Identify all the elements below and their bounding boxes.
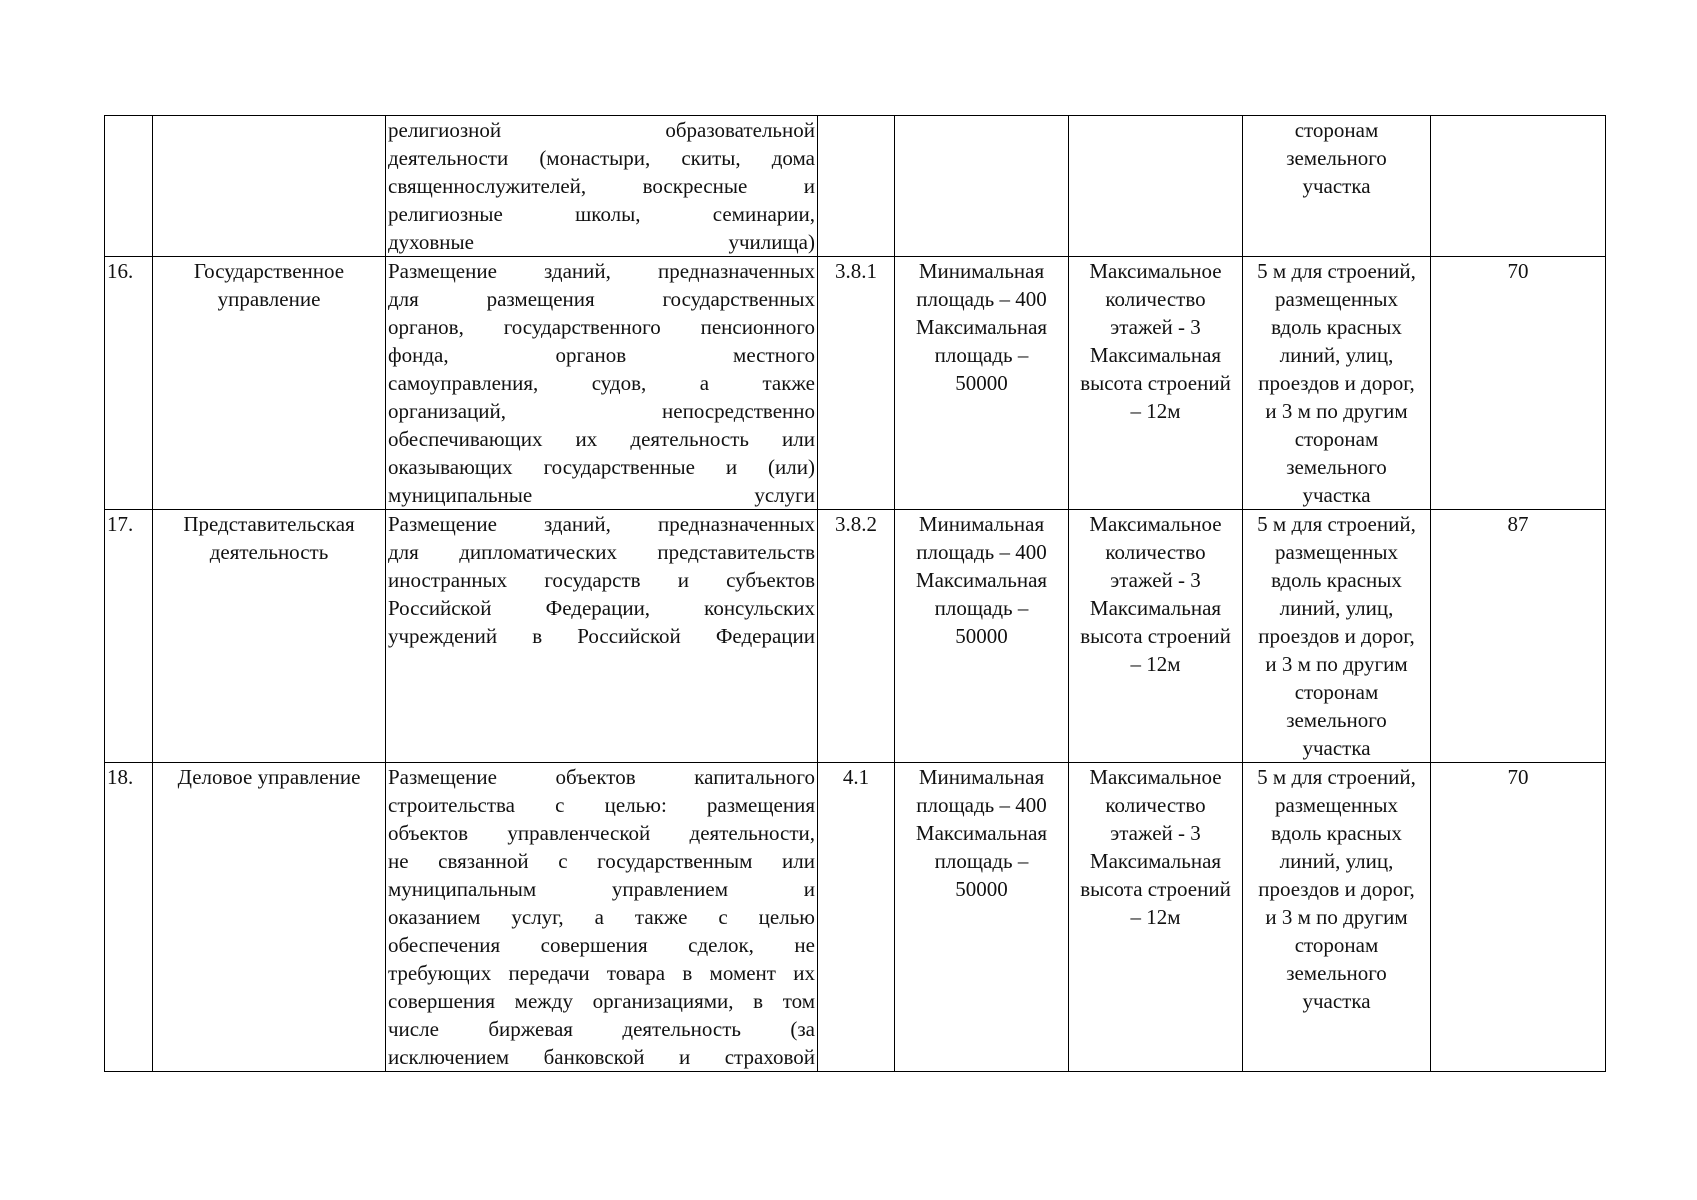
plot-area-limits-line: площадь – — [934, 343, 1029, 367]
coverage-percent: 87 — [1431, 510, 1606, 763]
coverage-percent: 70 — [1431, 257, 1606, 510]
setback-limits-line: и 3 м по другим — [1265, 652, 1408, 676]
table-row — [105, 257, 1606, 510]
setback-limits-line: вдоль красных — [1271, 568, 1402, 592]
setback-limits-line: участка — [1302, 174, 1371, 198]
height-limits — [1069, 510, 1243, 763]
setback-limits-line: земельного — [1286, 961, 1387, 985]
coverage-percent — [1431, 116, 1606, 257]
use-name-line: управление — [217, 287, 321, 311]
height-limits-line: Максимальная — [1089, 596, 1222, 620]
use-description — [386, 510, 818, 763]
setback-limits-line: линий, улиц, — [1279, 596, 1394, 620]
height-limits-line: высота строений — [1080, 877, 1231, 901]
height-limits — [1069, 763, 1243, 1072]
use-name — [153, 116, 386, 257]
plot-area-limits — [895, 510, 1069, 763]
use-description-line: Размещение объектов капитального — [388, 765, 815, 789]
use-name-line: Представительская — [183, 512, 355, 536]
height-limits-line: Максимальное — [1089, 259, 1222, 283]
use-description-line: муниципальным управлением и — [388, 877, 815, 901]
use-description-line: строительства с целью: размещения — [388, 793, 815, 817]
plot-area-limits-line: 50000 — [955, 624, 1008, 648]
table-body — [105, 116, 1606, 1072]
height-limits-line: Максимальное — [1089, 512, 1222, 536]
setback-limits-line: проездов и дорог, — [1258, 624, 1415, 648]
height-limits-line: – 12м — [1130, 652, 1181, 676]
plot-area-limits-line: Максимальная — [915, 568, 1048, 592]
setback-limits-line: сторонам — [1294, 427, 1379, 451]
row-number: 18. — [105, 763, 153, 1072]
use-code: 3.8.2 — [818, 510, 895, 763]
table-row — [105, 116, 1606, 257]
use-description-line: требующих передачи товара в момент их — [388, 961, 815, 985]
setback-limits — [1243, 510, 1431, 763]
height-limits-line: количество — [1105, 287, 1206, 311]
use-description-line: для дипломатических представительств — [388, 540, 815, 564]
plot-area-limits-line: площадь – 400 — [916, 287, 1047, 311]
use-description-line: религиозной образовательной — [388, 118, 815, 142]
plot-area-limits-line: 50000 — [955, 371, 1008, 395]
setback-limits-line: земельного — [1286, 455, 1387, 479]
use-description-line: религиозные школы, семинарии, — [388, 202, 815, 226]
setback-limits-line: участка — [1302, 483, 1371, 507]
setback-limits-line: 5 м для строений, — [1257, 765, 1416, 789]
setback-limits-line: проездов и дорог, — [1258, 877, 1415, 901]
height-limits-line: Максимальная — [1089, 849, 1222, 873]
use-description-line: совершения между организациями, в том — [388, 989, 815, 1013]
use-name-line: деятельность — [209, 540, 329, 564]
use-description-line: обеспечивающих их деятельность или — [388, 427, 815, 451]
use-description — [386, 116, 818, 257]
setback-limits-line: сторонам — [1294, 680, 1379, 704]
plot-area-limits-line: площадь – — [934, 849, 1029, 873]
use-code: 4.1 — [818, 763, 895, 1072]
use-description-line: Размещение зданий, предназначенных — [388, 512, 815, 536]
use-description-line: духовные училища) — [388, 230, 815, 254]
setback-limits-line: земельного — [1286, 146, 1387, 170]
use-description-line: организаций, непосредственно — [388, 399, 815, 423]
use-description-line: не связанной с государственным или — [388, 849, 815, 873]
setback-limits — [1243, 257, 1431, 510]
use-description-line: исключением банковской и страховой — [388, 1045, 815, 1069]
use-description-line: оказанием услуг, а также с целью — [388, 905, 815, 929]
height-limits-line: высота строений — [1080, 371, 1231, 395]
setback-limits-line: проездов и дорог, — [1258, 371, 1415, 395]
use-description-line: для размещения государственных — [388, 287, 815, 311]
use-code: 3.8.1 — [818, 257, 895, 510]
use-description-line: обеспечения совершения сделок, не — [388, 933, 815, 957]
use-description — [386, 763, 818, 1072]
plot-area-limits-line: Максимальная — [915, 821, 1048, 845]
setback-limits — [1243, 116, 1431, 257]
use-name — [153, 510, 386, 763]
setback-limits — [1243, 763, 1431, 1072]
use-description-line: учреждений в Российской Федерации — [388, 624, 815, 648]
plot-area-limits-line: 50000 — [955, 877, 1008, 901]
use-name — [153, 763, 386, 1072]
height-limits-line: количество — [1105, 793, 1206, 817]
height-limits — [1069, 116, 1243, 257]
setback-limits-line: вдоль красных — [1271, 821, 1402, 845]
height-limits-line: этажей - 3 — [1110, 821, 1201, 845]
setback-limits-line: участка — [1302, 736, 1371, 760]
plot-area-limits — [895, 257, 1069, 510]
plot-area-limits-line: площадь – 400 — [916, 793, 1047, 817]
plot-area-limits-line: Минимальная — [918, 765, 1045, 789]
use-description-line: числе биржевая деятельность (за — [388, 1017, 815, 1041]
setback-limits-line: линий, улиц, — [1279, 343, 1394, 367]
height-limits-line: этажей - 3 — [1110, 568, 1201, 592]
plot-area-limits-line: Минимальная — [918, 512, 1045, 536]
use-code — [818, 116, 895, 257]
table-row — [105, 510, 1606, 763]
use-description-line: муниципальные услуги — [388, 483, 815, 507]
zoning-table — [104, 115, 1606, 1072]
setback-limits-line: и 3 м по другим — [1265, 905, 1408, 929]
setback-limits-line: размещенных — [1274, 540, 1398, 564]
use-description — [386, 257, 818, 510]
height-limits-line: Максимальное — [1089, 765, 1222, 789]
use-description-line: священнослужителей, воскресные и — [388, 174, 815, 198]
setback-limits-line: линий, улиц, — [1279, 849, 1394, 873]
setback-limits-line: земельного — [1286, 708, 1387, 732]
use-name — [153, 257, 386, 510]
plot-area-limits-line: площадь – 400 — [916, 540, 1047, 564]
use-description-line: объектов управленческой деятельности, — [388, 821, 815, 845]
setback-limits-line: и 3 м по другим — [1265, 399, 1408, 423]
plot-area-limits-line: Максимальная — [915, 315, 1048, 339]
height-limits-line: количество — [1105, 540, 1206, 564]
setback-limits-line: вдоль красных — [1271, 315, 1402, 339]
use-description-line: оказывающих государственные и (или) — [388, 455, 815, 479]
height-limits — [1069, 257, 1243, 510]
use-description-line: органов, государственного пенсионного — [388, 315, 815, 339]
height-limits-line: – 12м — [1130, 399, 1181, 423]
plot-area-limits — [895, 116, 1069, 257]
row-number — [105, 116, 153, 257]
use-description-line: иностранных государств и субъектов — [388, 568, 815, 592]
setback-limits-line: сторонам — [1294, 933, 1379, 957]
setback-limits-line: размещенных — [1274, 287, 1398, 311]
use-name-line: Деловое управление — [177, 765, 361, 789]
setback-limits-line: 5 м для строений, — [1257, 512, 1416, 536]
height-limits-line: Максимальная — [1089, 343, 1222, 367]
setback-limits-line: участка — [1302, 989, 1371, 1013]
row-number: 17. — [105, 510, 153, 763]
height-limits-line: – 12м — [1130, 905, 1181, 929]
height-limits-line: этажей - 3 — [1110, 315, 1201, 339]
row-number: 16. — [105, 257, 153, 510]
plot-area-limits-line: площадь – — [934, 596, 1029, 620]
height-limits-line: высота строений — [1080, 624, 1231, 648]
use-name-line: Государственное — [193, 259, 345, 283]
use-description-line: Российской Федерации, консульских — [388, 596, 815, 620]
setback-limits-line: размещенных — [1274, 793, 1398, 817]
plot-area-limits — [895, 763, 1069, 1072]
table-row — [105, 763, 1606, 1072]
plot-area-limits-line: Минимальная — [918, 259, 1045, 283]
use-description-line: Размещение зданий, предназначенных — [388, 259, 815, 283]
setback-limits-line: 5 м для строений, — [1257, 259, 1416, 283]
coverage-percent: 70 — [1431, 763, 1606, 1072]
use-description-line: деятельности (монастыри, скиты, дома — [388, 146, 815, 170]
setback-limits-line: сторонам — [1294, 118, 1379, 142]
use-description-line: фонда, органов местного — [388, 343, 815, 367]
use-description-line: самоуправления, судов, а также — [388, 371, 815, 395]
